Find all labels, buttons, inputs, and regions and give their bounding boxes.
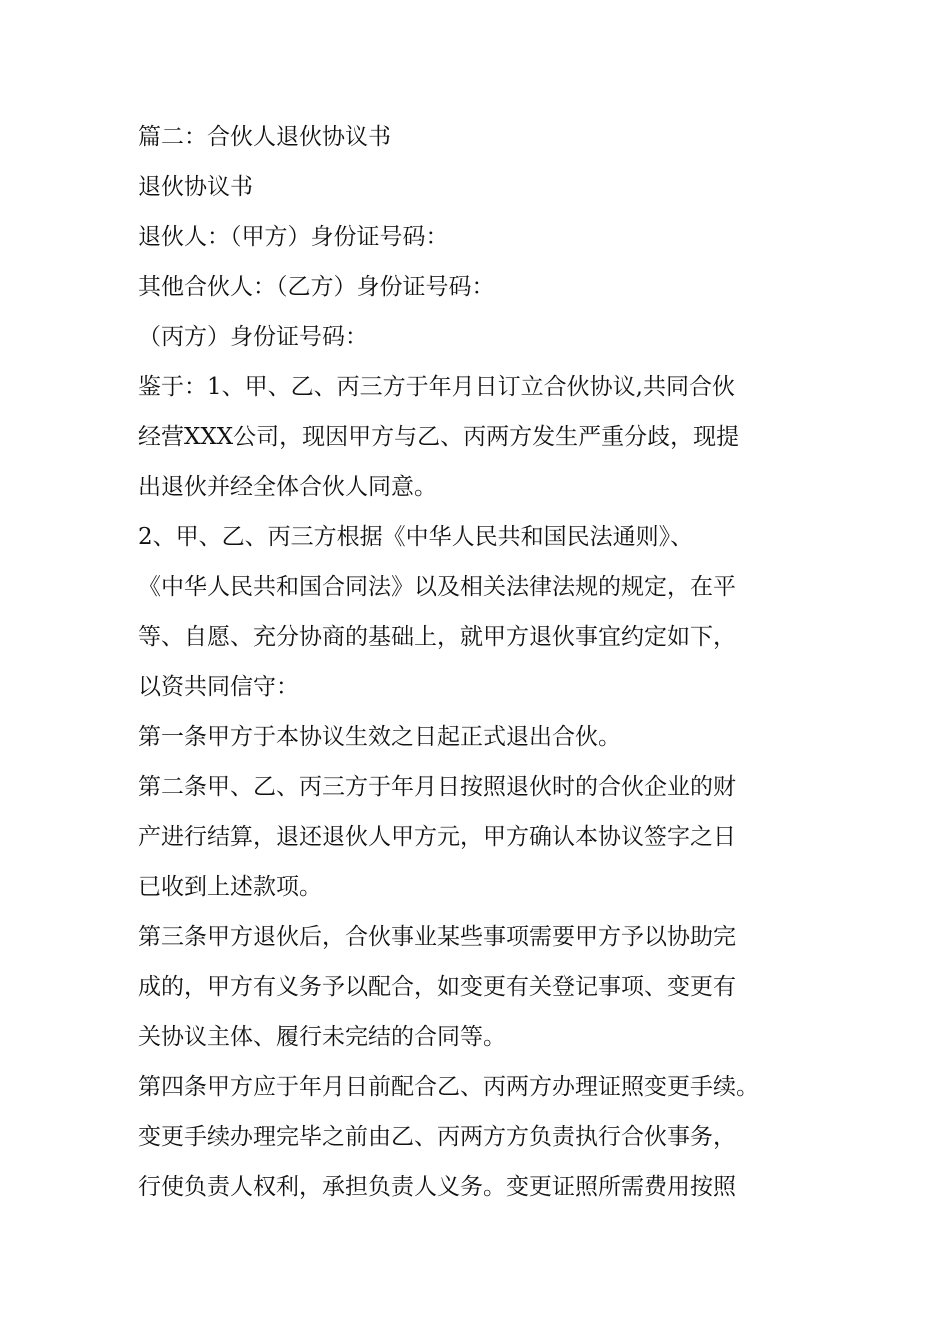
text-line: 鉴于：1、甲、乙、丙三方于年月日订立合伙协议,共同合伙 xyxy=(138,374,735,400)
text-line: 关协议主体、履行未完结的合同等。 xyxy=(138,1024,506,1050)
document-body xyxy=(138,112,838,1212)
party-b-line: 其他合伙人：（乙方）身份证号码： xyxy=(138,274,495,300)
party-a-line: 退伙人：（甲方）身份证号码： xyxy=(138,224,449,250)
text-line: 成的，甲方有义务予以配合，如变更有关登记事项、变更有 xyxy=(138,974,736,1000)
party-c-line: （丙方）身份证号码： xyxy=(138,324,368,350)
text-line: 行使负责人权利，承担负责人义务。变更证照所需费用按照 xyxy=(138,1174,736,1200)
article-3-line: 第三条甲方退伙后，合伙事业某些事项需要甲方予以协助完 xyxy=(138,924,736,950)
text-line: 以资共同信守： xyxy=(138,674,299,700)
text-line: 已收到上述款项。 xyxy=(138,874,322,900)
text-line: 变更手续办理完毕之前由乙、丙两方方负责执行合伙事务， xyxy=(138,1124,736,1150)
section-heading: 篇二：合伙人退伙协议书 xyxy=(138,124,391,150)
text-line: 经营XXX公司，现因甲方与乙、丙两方发生严重分歧，现提 xyxy=(138,424,740,450)
article-1-line: 第一条甲方于本协议生效之日起正式退出合伙。 xyxy=(138,724,621,750)
text-line: 2、甲、乙、丙三方根据《中华人民共和国民法通则》、 xyxy=(138,524,694,550)
text-line: 出退伙并经全体合伙人同意。 xyxy=(138,474,437,500)
text-line: 等、自愿、充分协商的基础上，就甲方退伙事宜约定如下， xyxy=(138,624,736,650)
article-4-line: 第四条甲方应于年月日前配合乙、丙两方办理证照变更手续。 xyxy=(138,1074,759,1100)
article-2-line: 第二条甲、乙、丙三方于年月日按照退伙时的合伙企业的财 xyxy=(138,774,736,800)
text-line: 产进行结算，退还退伙人甲方元，甲方确认本协议签字之日 xyxy=(138,824,736,850)
agreement-title: 退伙协议书 xyxy=(138,174,253,200)
text-line: 《中华人民共和国合同法》以及相关法律法规的规定，在平 xyxy=(138,574,736,600)
